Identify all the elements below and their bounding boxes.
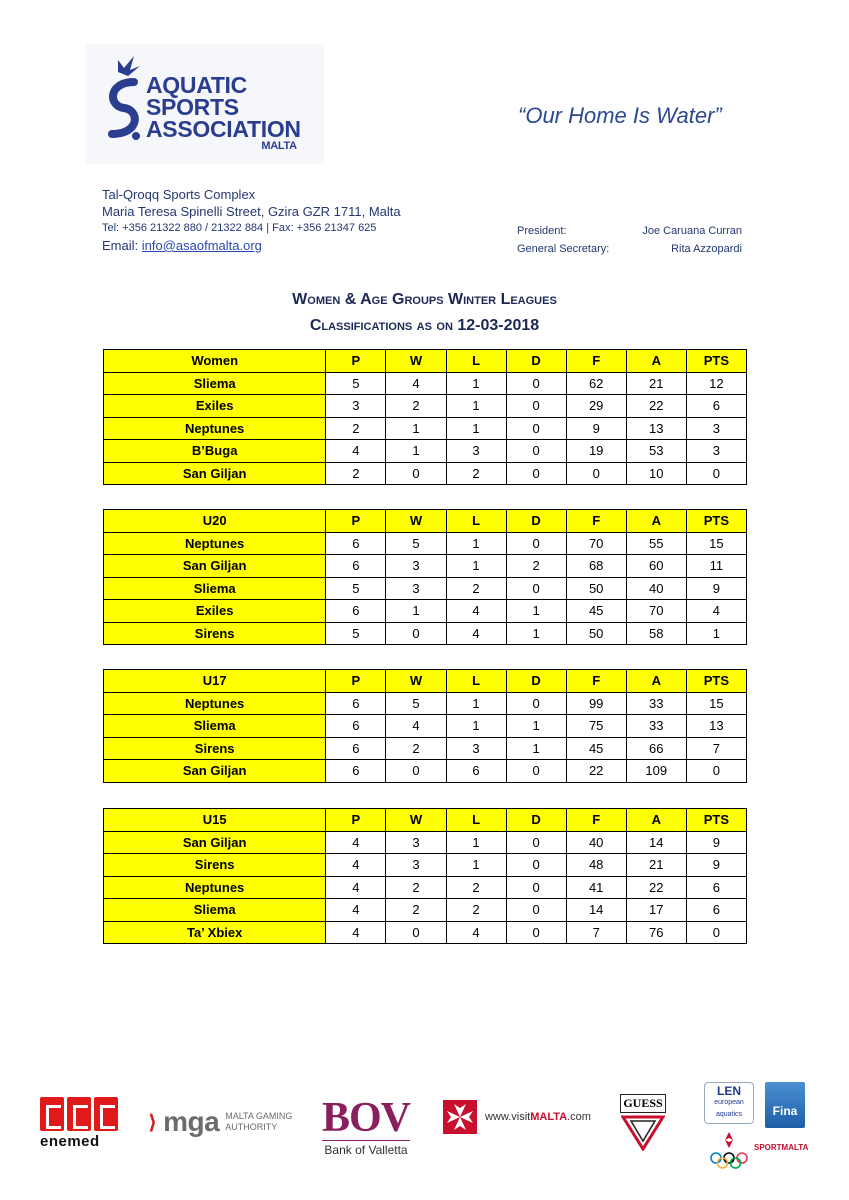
league-table <box>103 808 747 944</box>
len-logo <box>704 1082 754 1124</box>
stat-cell: 4 <box>326 440 386 463</box>
maltese-cross-icon <box>443 1100 477 1134</box>
team-name: San Giljan <box>104 760 326 783</box>
enemed-wordmark: enemed <box>40 1133 100 1150</box>
stat-cell: 50 <box>566 577 626 600</box>
column-header: W <box>386 670 446 693</box>
team-name: Sliema <box>104 577 326 600</box>
column-header: P <box>326 510 386 533</box>
table-row <box>104 440 747 463</box>
stat-cell: 4 <box>446 622 506 645</box>
stat-cell: 0 <box>506 876 566 899</box>
email-line <box>102 237 401 254</box>
column-header: A <box>626 809 686 832</box>
fina-wordmark: Fina <box>772 1104 798 1118</box>
address-line-1: Tal-Qroqq Sports Complex <box>102 187 256 202</box>
stat-cell: 4 <box>326 876 386 899</box>
column-header: P <box>326 670 386 693</box>
stat-cell: 19 <box>566 440 626 463</box>
stat-cell: 22 <box>566 760 626 783</box>
stat-cell: 2 <box>446 577 506 600</box>
visit-malta-logo <box>443 1100 591 1134</box>
stat-cell: 15 <box>686 692 746 715</box>
stat-cell: 4 <box>386 715 446 738</box>
stat-cell: 70 <box>626 600 686 623</box>
stat-cell: 5 <box>386 692 446 715</box>
stat-cell: 0 <box>506 921 566 944</box>
stat-cell: 6 <box>686 876 746 899</box>
secretary-label: General Secretary: <box>517 243 610 255</box>
column-header: A <box>626 510 686 533</box>
stat-cell: 53 <box>626 440 686 463</box>
group-name: U20 <box>104 510 326 533</box>
table-header-row <box>104 809 747 832</box>
stat-cell: 2 <box>386 737 446 760</box>
table-header-row <box>104 510 747 533</box>
table-row <box>104 737 747 760</box>
stat-cell: 5 <box>326 577 386 600</box>
stat-cell: 1 <box>686 622 746 645</box>
asa-logo-wordmark <box>146 74 301 152</box>
stat-cell: 6 <box>326 555 386 578</box>
stat-cell: 99 <box>566 692 626 715</box>
stat-cell: 4 <box>386 372 446 395</box>
stat-cell: 2 <box>446 876 506 899</box>
stat-cell: 1 <box>446 692 506 715</box>
stat-cell: 9 <box>686 577 746 600</box>
stat-cell: 6 <box>326 715 386 738</box>
column-header: L <box>446 350 506 373</box>
stat-cell: 6 <box>326 532 386 555</box>
column-header: PTS <box>686 350 746 373</box>
stat-cell: 0 <box>506 462 566 485</box>
table-row <box>104 417 747 440</box>
stat-cell: 1 <box>446 831 506 854</box>
table-row <box>104 876 747 899</box>
stat-cell: 0 <box>506 395 566 418</box>
league-table <box>103 669 747 783</box>
stat-cell: 76 <box>626 921 686 944</box>
team-name: Sirens <box>104 622 326 645</box>
stat-cell: 45 <box>566 600 626 623</box>
stat-cell: 1 <box>446 417 506 440</box>
stat-cell: 2 <box>326 417 386 440</box>
stat-cell: 0 <box>566 462 626 485</box>
stat-cell: 3 <box>386 555 446 578</box>
group-name: U15 <box>104 809 326 832</box>
president-name: Joe Caruana Curran <box>642 225 742 237</box>
table-header-row <box>104 350 747 373</box>
team-name: San Giljan <box>104 831 326 854</box>
column-header: F <box>566 670 626 693</box>
stat-cell: 0 <box>506 417 566 440</box>
column-header: PTS <box>686 670 746 693</box>
column-header: A <box>626 670 686 693</box>
stat-cell: 33 <box>626 692 686 715</box>
table-header-row <box>104 670 747 693</box>
column-header: PTS <box>686 809 746 832</box>
team-name: Neptunes <box>104 532 326 555</box>
stat-cell: 2 <box>386 899 446 922</box>
stat-cell: 11 <box>686 555 746 578</box>
column-header: W <box>386 510 446 533</box>
stat-cell: 1 <box>446 854 506 877</box>
team-name: B’Buga <box>104 440 326 463</box>
stat-cell: 3 <box>446 440 506 463</box>
stat-cell: 40 <box>626 577 686 600</box>
team-name: Sliema <box>104 715 326 738</box>
league-table <box>103 509 747 645</box>
stat-cell: 70 <box>566 532 626 555</box>
tagline: “Our Home Is Water” <box>518 103 722 128</box>
visit-malta-url: www.visitMALTA.com <box>485 1111 591 1123</box>
stat-cell: 1 <box>386 417 446 440</box>
table-row <box>104 395 747 418</box>
stat-cell: 50 <box>566 622 626 645</box>
president-row <box>517 222 742 240</box>
table-row <box>104 372 747 395</box>
stat-cell: 4 <box>326 854 386 877</box>
stat-cell: 22 <box>626 876 686 899</box>
team-name: Neptunes <box>104 692 326 715</box>
stat-cell: 12 <box>686 372 746 395</box>
table-row <box>104 715 747 738</box>
stat-cell: 21 <box>626 854 686 877</box>
stat-cell: 4 <box>326 921 386 944</box>
stat-cell: 6 <box>326 737 386 760</box>
stat-cell: 17 <box>626 899 686 922</box>
stat-cell: 45 <box>566 737 626 760</box>
table-row <box>104 462 747 485</box>
stat-cell: 0 <box>506 760 566 783</box>
stat-cell: 9 <box>686 831 746 854</box>
stat-cell: 3 <box>686 440 746 463</box>
logo-line-3: ASSOCIATION <box>146 116 301 142</box>
logo-line-2: SPORTS <box>146 94 239 120</box>
stat-cell: 3 <box>446 737 506 760</box>
stat-cell: 66 <box>626 737 686 760</box>
bov-subtitle: Bank of Valletta <box>322 1140 410 1157</box>
team-name: Exiles <box>104 395 326 418</box>
asa-logo-icon <box>104 54 144 144</box>
stat-cell: 6 <box>446 760 506 783</box>
olympic-rings-icon <box>706 1130 752 1170</box>
stat-cell: 0 <box>506 532 566 555</box>
len-badge <box>704 1082 754 1124</box>
stat-cell: 0 <box>686 760 746 783</box>
stat-cell: 22 <box>626 395 686 418</box>
officers-block <box>517 222 742 258</box>
stat-cell: 1 <box>446 532 506 555</box>
team-name: Neptunes <box>104 417 326 440</box>
stat-cell: 1 <box>446 715 506 738</box>
table-row <box>104 622 747 645</box>
phone-line: Tel: +356 21322 880 / 21322 884 | Fax: +356 21347 625 <box>102 222 377 234</box>
column-header: D <box>506 350 566 373</box>
stat-cell: 1 <box>446 395 506 418</box>
table-row <box>104 692 747 715</box>
document-title: Women & Age Groups Winter Leagues <box>292 291 557 308</box>
bov-logo <box>322 1096 410 1157</box>
column-header: F <box>566 510 626 533</box>
stat-cell: 4 <box>326 899 386 922</box>
email-label: Email: <box>102 238 139 253</box>
logo-line-1: AQUATIC <box>146 72 247 98</box>
mga-subtitle-line-2: AUTHORITY <box>225 1122 278 1132</box>
team-name: Exiles <box>104 600 326 623</box>
enemed-icon <box>40 1097 118 1131</box>
column-header: D <box>506 670 566 693</box>
stat-cell: 15 <box>686 532 746 555</box>
mga-icon: ⟩ <box>148 1111 158 1134</box>
stat-cell: 1 <box>386 440 446 463</box>
guess-triangle-icon <box>621 1115 665 1151</box>
stat-cell: 0 <box>386 622 446 645</box>
stat-cell: 0 <box>386 921 446 944</box>
team-name: Sliema <box>104 372 326 395</box>
address-block <box>102 186 401 254</box>
column-header: D <box>506 510 566 533</box>
stat-cell: 5 <box>326 372 386 395</box>
stat-cell: 9 <box>686 854 746 877</box>
stat-cell: 109 <box>626 760 686 783</box>
stat-cell: 75 <box>566 715 626 738</box>
team-name: Neptunes <box>104 876 326 899</box>
stat-cell: 14 <box>566 899 626 922</box>
table-row <box>104 760 747 783</box>
stat-cell: 4 <box>686 600 746 623</box>
table-row <box>104 577 747 600</box>
enemed-logo <box>40 1097 118 1150</box>
stat-cell: 1 <box>506 600 566 623</box>
stat-cell: 7 <box>566 921 626 944</box>
stat-cell: 10 <box>626 462 686 485</box>
table-row <box>104 555 747 578</box>
team-name: Sirens <box>104 737 326 760</box>
stat-cell: 9 <box>566 417 626 440</box>
column-header: F <box>566 350 626 373</box>
logo-line-4: MALTA <box>261 140 297 152</box>
stat-cell: 0 <box>506 577 566 600</box>
email-link[interactable]: info@asaofmalta.org <box>141 238 262 253</box>
stat-cell: 2 <box>386 395 446 418</box>
column-header: L <box>446 670 506 693</box>
stat-cell: 62 <box>566 372 626 395</box>
stat-cell: 6 <box>326 600 386 623</box>
stat-cell: 1 <box>506 622 566 645</box>
stat-cell: 3 <box>386 577 446 600</box>
stat-cell: 13 <box>626 417 686 440</box>
column-header: F <box>566 809 626 832</box>
stat-cell: 4 <box>446 600 506 623</box>
column-header: P <box>326 809 386 832</box>
stat-cell: 5 <box>386 532 446 555</box>
table-row <box>104 831 747 854</box>
column-header: W <box>386 350 446 373</box>
stat-cell: 1 <box>446 555 506 578</box>
stat-cell: 0 <box>686 462 746 485</box>
table-row <box>104 921 747 944</box>
mga-subtitle-line-1: MALTA GAMING <box>225 1111 293 1121</box>
bov-wordmark: BOV <box>322 1095 411 1141</box>
stat-cell: 58 <box>626 622 686 645</box>
column-header: L <box>446 510 506 533</box>
stat-cell: 0 <box>506 372 566 395</box>
column-header: W <box>386 809 446 832</box>
stat-cell: 48 <box>566 854 626 877</box>
team-name: Ta’ Xbiex <box>104 921 326 944</box>
table-row <box>104 899 747 922</box>
stat-cell: 3 <box>686 417 746 440</box>
stat-cell: 1 <box>446 372 506 395</box>
stat-cell: 7 <box>686 737 746 760</box>
stat-cell: 5 <box>326 622 386 645</box>
table-row <box>104 600 747 623</box>
group-name: Women <box>104 350 326 373</box>
len-wordmark: LEN <box>717 1084 741 1098</box>
stat-cell: 4 <box>326 831 386 854</box>
team-name: San Giljan <box>104 555 326 578</box>
league-table <box>103 349 747 485</box>
stat-cell: 1 <box>386 600 446 623</box>
stat-cell: 14 <box>626 831 686 854</box>
stat-cell: 21 <box>626 372 686 395</box>
stat-cell: 0 <box>686 921 746 944</box>
mga-subtitle <box>225 1111 292 1133</box>
stat-cell: 41 <box>566 876 626 899</box>
stat-cell: 40 <box>566 831 626 854</box>
column-header: L <box>446 809 506 832</box>
stat-cell: 29 <box>566 395 626 418</box>
stat-cell: 6 <box>326 760 386 783</box>
column-header: P <box>326 350 386 373</box>
team-name: Sliema <box>104 899 326 922</box>
team-name: San Giljan <box>104 462 326 485</box>
stat-cell: 68 <box>566 555 626 578</box>
stat-cell: 2 <box>506 555 566 578</box>
stat-cell: 2 <box>386 876 446 899</box>
stat-cell: 2 <box>446 899 506 922</box>
stat-cell: 55 <box>626 532 686 555</box>
team-name: Sirens <box>104 854 326 877</box>
stat-cell: 0 <box>506 854 566 877</box>
address-line-2: Maria Teresa Spinelli Street, Gzira GZR 1711, Malta <box>102 204 401 219</box>
stat-cell: 4 <box>446 921 506 944</box>
stat-cell: 6 <box>326 692 386 715</box>
stat-cell: 13 <box>686 715 746 738</box>
column-header: D <box>506 809 566 832</box>
mga-wordmark: mga <box>163 1106 220 1137</box>
stat-cell: 2 <box>446 462 506 485</box>
stat-cell: 33 <box>626 715 686 738</box>
guess-wordmark: GUESS <box>620 1094 665 1113</box>
table-row <box>104 854 747 877</box>
stat-cell: 0 <box>506 831 566 854</box>
column-header: PTS <box>686 510 746 533</box>
secretary-name: Rita Azzopardi <box>671 243 742 255</box>
stat-cell: 3 <box>386 831 446 854</box>
stat-cell: 0 <box>386 760 446 783</box>
table-row <box>104 532 747 555</box>
president-label: President: <box>517 225 567 237</box>
stat-cell: 0 <box>386 462 446 485</box>
stat-cell: 60 <box>626 555 686 578</box>
stat-cell: 1 <box>506 737 566 760</box>
len-subtitle: european aquatics <box>714 1099 744 1118</box>
stat-cell: 0 <box>506 440 566 463</box>
column-header: A <box>626 350 686 373</box>
stat-cell: 6 <box>686 899 746 922</box>
secretary-row <box>517 240 742 258</box>
document-subtitle: Classifications as on 12-03-2018 <box>309 317 540 334</box>
stat-cell: 6 <box>686 395 746 418</box>
stat-cell: 0 <box>506 899 566 922</box>
guess-logo <box>613 1094 673 1151</box>
fina-logo <box>765 1082 805 1128</box>
stat-cell: 1 <box>506 715 566 738</box>
stat-cell: 3 <box>386 854 446 877</box>
group-name: U17 <box>104 670 326 693</box>
stat-cell: 2 <box>326 462 386 485</box>
mga-logo <box>148 1106 292 1138</box>
stat-cell: 0 <box>506 692 566 715</box>
sportmalta-logo: SPORTMALTA <box>754 1143 809 1152</box>
olympic-committee-logo <box>706 1130 752 1175</box>
stat-cell: 3 <box>326 395 386 418</box>
